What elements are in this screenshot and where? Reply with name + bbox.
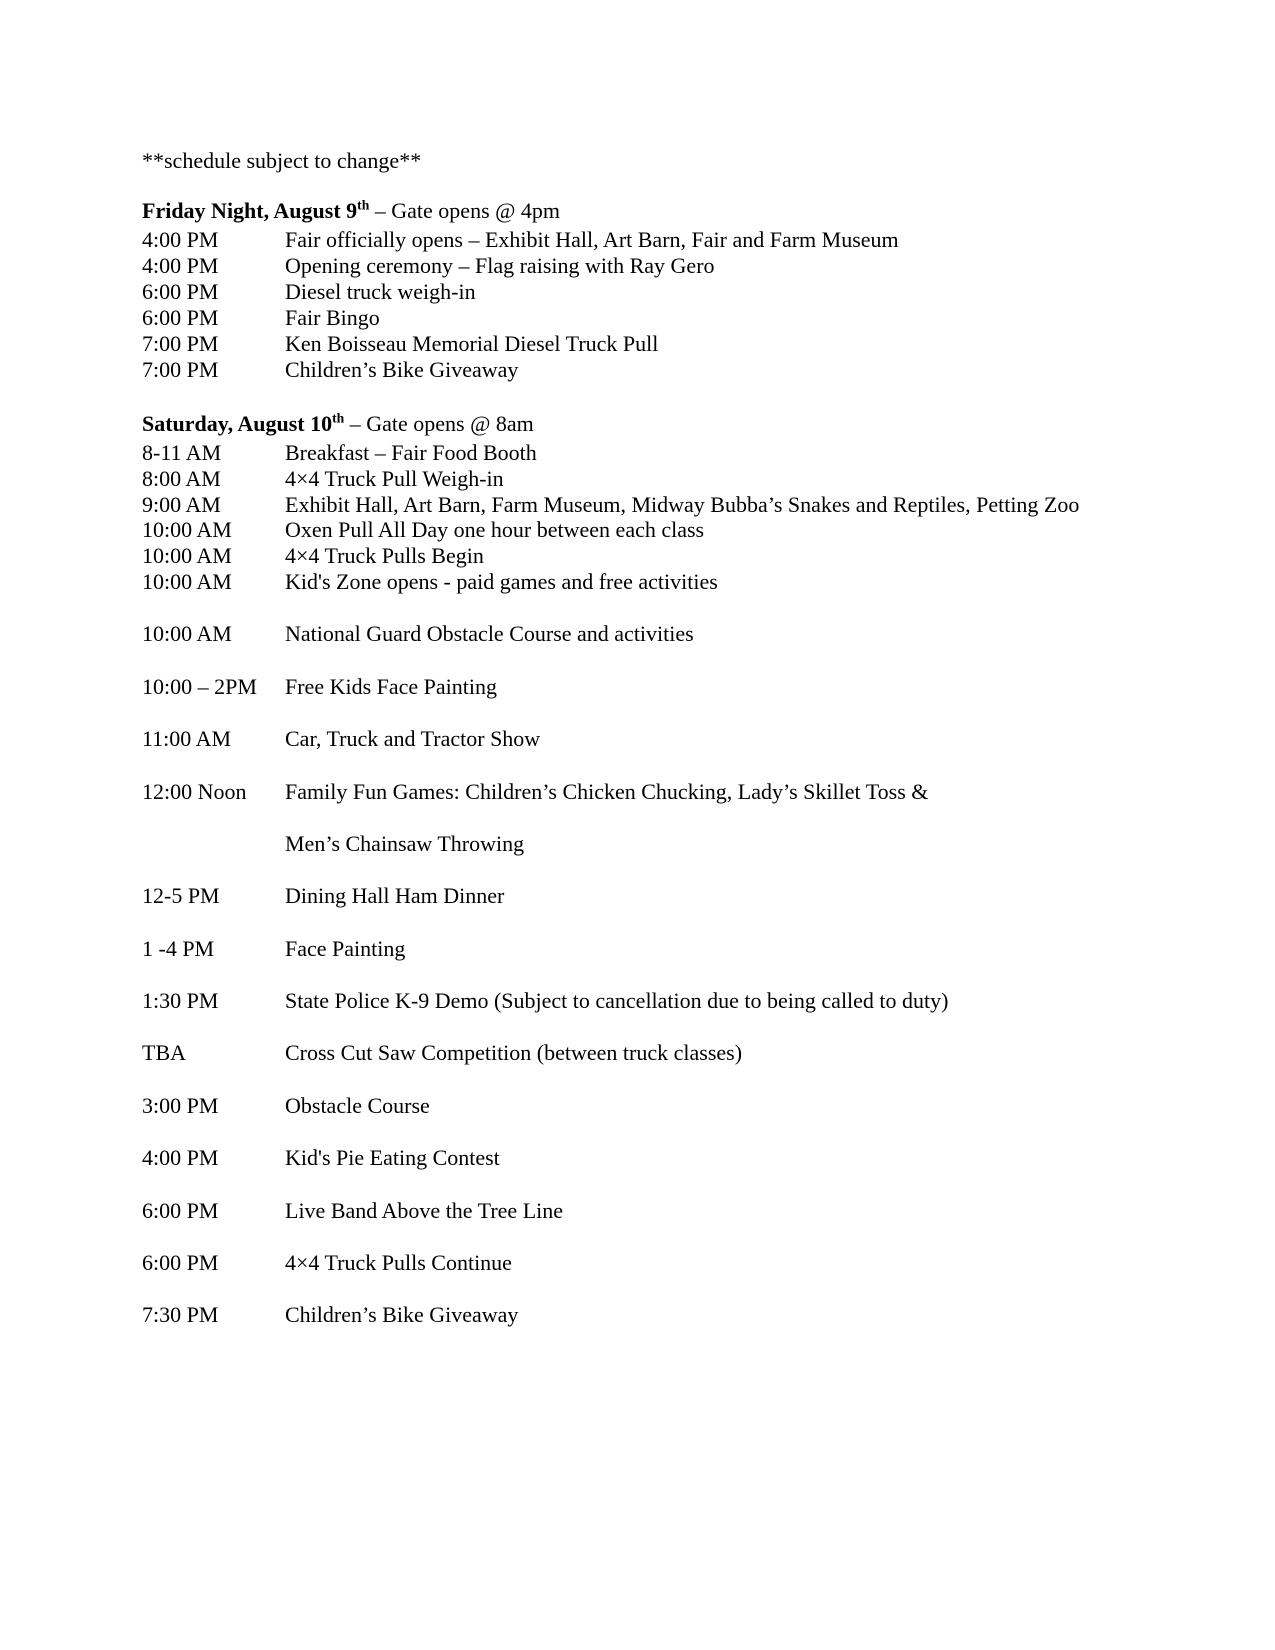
row-description: Breakfast – Fair Food Booth	[285, 439, 537, 465]
row-time: 4:00 PM	[142, 252, 219, 278]
schedule-row	[142, 1302, 1135, 1328]
schedule-row	[142, 674, 1135, 700]
row-time: 6:00 PM	[142, 304, 219, 330]
schedule-document	[142, 150, 1135, 1329]
schedule-row	[142, 1250, 1135, 1276]
day-heading-friday	[142, 198, 1135, 224]
day-heading-saturday-ordinal-suffix: th	[332, 410, 345, 426]
row-description: Children’s Bike Giveaway	[285, 356, 519, 382]
row-description-text: Children’s Bike Giveaway	[285, 1302, 519, 1328]
schedule-row	[142, 466, 1135, 492]
row-time: TBA	[142, 1040, 186, 1066]
schedule-row	[142, 357, 1135, 383]
row-description-text: Free Kids Face Painting	[285, 673, 498, 699]
row-time: 10:00 AM	[142, 517, 232, 543]
row-time: 11:00 AM	[142, 726, 232, 752]
row-description: Opening ceremony – Flag raising with Ray Gero	[285, 252, 715, 278]
friday-schedule-rows	[142, 227, 1135, 383]
schedule-row	[142, 883, 1135, 909]
row-time: 4:00 PM	[142, 226, 219, 252]
day-heading-saturday-date: Saturday, August 10	[142, 410, 333, 436]
row-description: 4×4 Truck Pulls Begin	[285, 543, 484, 569]
row-description-text: 4×4 Truck Pulls Continue	[285, 1250, 512, 1276]
row-description	[285, 988, 1135, 1014]
row-description: 4×4 Truck Pull Weigh-in	[285, 465, 504, 491]
row-time: 1 -4 PM	[142, 935, 215, 961]
schedule-row	[142, 253, 1135, 279]
row-time: 9:00 AM	[142, 491, 221, 517]
row-description-text: Dining Hall Ham Dinner	[285, 883, 505, 909]
row-description: Oxen Pull All Day one hour between each class	[285, 517, 705, 543]
row-time: 3:00 PM	[142, 1092, 219, 1118]
row-description	[285, 936, 1135, 962]
schedule-row	[142, 305, 1135, 331]
row-time: 1:30 PM	[142, 988, 219, 1014]
row-time: 10:00 – 2PM	[142, 673, 257, 699]
row-description: Exhibit Hall, Art Barn, Farm Museum, Midway Bubba’s Snakes and Reptiles, Petting Zoo	[285, 491, 1080, 517]
day-heading-friday-date: Friday Night, August 9	[142, 198, 358, 223]
row-description	[285, 621, 1135, 647]
row-description-text: Family Fun Games: Children’s Chicken Chucking, Lady’s Skillet Toss &	[285, 778, 929, 804]
row-description: Fair officially opens – Exhibit Hall, Art Barn, Fair and Farm Museum	[285, 226, 899, 252]
schedule-row	[142, 492, 1135, 518]
saturday-schedule-rows-morning	[142, 440, 1135, 596]
row-time: 8:00 AM	[142, 465, 221, 491]
row-description: Ken Boisseau Memorial Diesel Truck Pull	[285, 330, 659, 356]
row-description-continuation: Men’s Chainsaw Throwing	[285, 830, 525, 856]
row-description-text: National Guard Obstacle Course and activities	[285, 621, 694, 647]
row-description	[285, 1250, 1135, 1276]
row-time: 8-11 AM	[142, 439, 222, 465]
schedule-row	[142, 988, 1135, 1014]
row-time: 7:00 PM	[142, 356, 219, 382]
schedule-row	[142, 517, 1135, 543]
row-description-text: Face Painting	[285, 935, 406, 961]
row-description	[285, 1198, 1135, 1224]
row-time: 12-5 PM	[142, 883, 220, 909]
row-description-text: Obstacle Course	[285, 1092, 430, 1118]
schedule-disclaimer-note: **schedule subject to change**	[142, 148, 422, 173]
row-description	[285, 674, 1135, 700]
row-time: 7:30 PM	[142, 1302, 219, 1328]
day-heading-saturday-gate-info: – Gate opens @ 8am	[344, 410, 534, 436]
section-spacer	[142, 383, 1135, 411]
row-description	[285, 1093, 1135, 1119]
schedule-row	[142, 543, 1135, 569]
saturday-schedule-rows-afternoon	[142, 621, 1135, 1328]
schedule-row	[142, 779, 1135, 858]
row-time: 10:00 AM	[142, 569, 232, 595]
row-description	[285, 1302, 1135, 1328]
row-description: Kid's Zone opens - paid games and free activities	[285, 569, 718, 595]
row-description-text: Cross Cut Saw Competition (between truck classes)	[285, 1040, 743, 1066]
day-heading-friday-ordinal-suffix: th	[357, 197, 370, 213]
row-description: Fair Bingo	[285, 304, 380, 330]
row-description	[285, 1040, 1135, 1066]
schedule-row	[142, 1093, 1135, 1119]
day-heading-friday-gate-info: – Gate opens @ 4pm	[369, 198, 561, 223]
row-time: 6:00 PM	[142, 278, 219, 304]
row-description	[285, 726, 1135, 752]
row-time: 6:00 PM	[142, 1197, 219, 1223]
row-description-text: Car, Truck and Tractor Show	[285, 726, 541, 752]
row-description	[285, 1145, 1135, 1171]
row-description	[285, 883, 1135, 909]
schedule-row	[142, 331, 1135, 357]
schedule-row	[142, 936, 1135, 962]
schedule-row	[142, 1040, 1135, 1066]
row-time: 10:00 AM	[142, 621, 232, 647]
schedule-row	[142, 227, 1135, 253]
day-heading-saturday	[142, 411, 1135, 437]
row-time: 12:00 Noon	[142, 778, 247, 804]
row-description	[285, 779, 1135, 858]
row-time: 10:00 AM	[142, 543, 232, 569]
schedule-row	[142, 569, 1135, 595]
schedule-row	[142, 726, 1135, 752]
row-time: 7:00 PM	[142, 330, 219, 356]
row-time: 6:00 PM	[142, 1250, 219, 1276]
row-description-text: Kid's Pie Eating Contest	[285, 1145, 500, 1171]
schedule-row	[142, 279, 1135, 305]
schedule-row	[142, 621, 1135, 647]
schedule-row	[142, 440, 1135, 466]
row-time: 4:00 PM	[142, 1145, 219, 1171]
schedule-row	[142, 1198, 1135, 1224]
row-description-text: Live Band Above the Tree Line	[285, 1197, 564, 1223]
row-description-text: State Police K-9 Demo (Subject to cancellation due to being called to duty)	[285, 988, 949, 1014]
row-description: Diesel truck weigh-in	[285, 278, 476, 304]
schedule-row	[142, 1145, 1135, 1171]
